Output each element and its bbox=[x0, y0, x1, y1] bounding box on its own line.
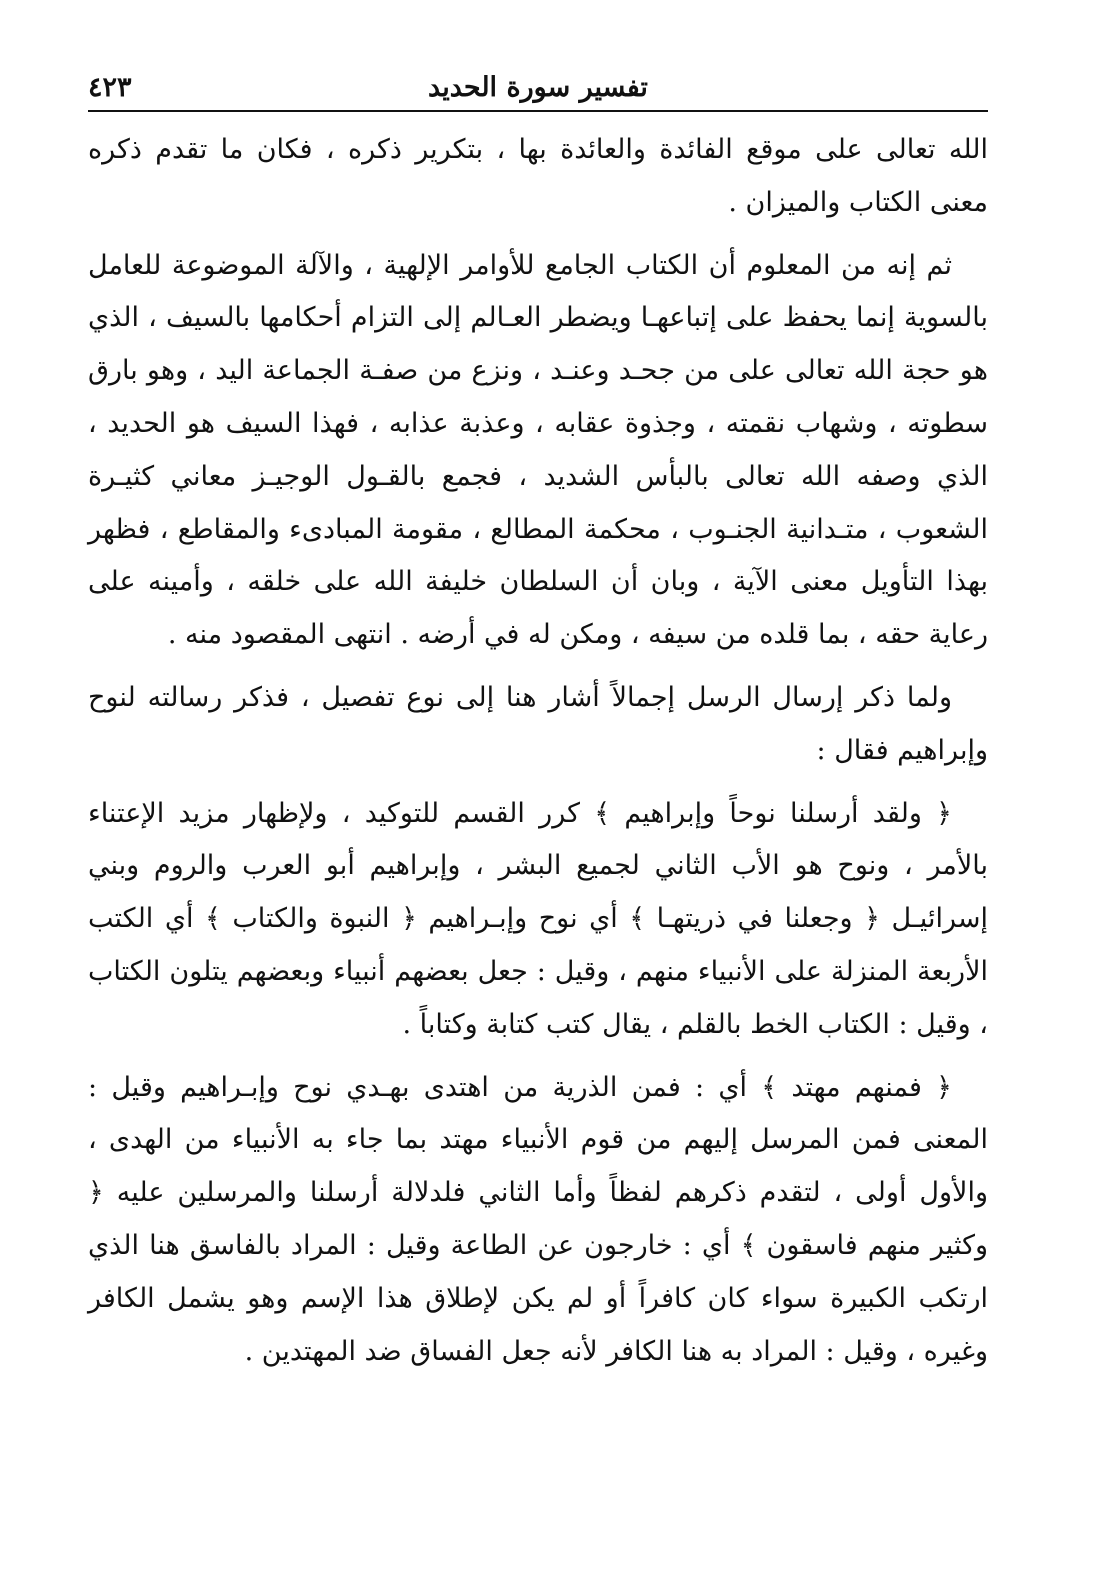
page-body bbox=[88, 124, 988, 1388]
page-header bbox=[88, 66, 988, 112]
page-number: ٤٢٣ bbox=[88, 72, 132, 103]
paragraph-continuation: الله تعالى على موقع الفائدة والعائدة بها ، بتكرير ذكره ، فكان ما تقدم ذكره معنى الكتاب والميزان . bbox=[88, 134, 988, 218]
paragraph-noah-abraham: ﴿ ولقد أرسلنا نوحاً وإبراهيم ﴾ كرر القسم للتوكيد ، ولإظهار مزيد الإعتناء بالأمر ، ونوح هو الأب الثاني لجميع البشر ، وإبراهيم أبو العرب والروم وبني إسرائيـل ﴿ وجعلنا في ذريتهـا ﴾ أي نوح وإبـراهيم ﴿ النبوة والكتاب ﴾ أي الكتب الأربعة المنزلة على الأنبياء منهم ، وقيل : جعل بعضهم أنبياء وبعضهم يتلون الكتاب ، وقيل : الكتاب الخط بالقلم ، يقال كتب كتابة وكتاباً . bbox=[88, 797, 988, 1040]
paragraph-guided: ﴿ فمنهم مهتد ﴾ أي : فمن الذرية من اهتدى بهـدي نوح وإبـراهيم وقيل : المعنى فمن المرسل إليهم من قوم الأنبياء مهتد بما جاء به الأنبياء من الهدى ، والأول أولى ، لتقدم ذكرهم لفظاً وأما الثاني فلدلالة أرسلنا والمرسلين عليه ﴿ وكثير منهم فاسقون ﴾ أي : خارجون عن الطاعة وقيل : المراد بالفاسق هنا الذي ارتكب الكبيرة سواء كان كافراً أو لم يكن لإطلاق هذا الإسم وهو يشمل الكافر وغيره ، وقيل : المراد به هنا الكافر لأنه جعل الفساق ضد المهتدين . bbox=[88, 1071, 988, 1367]
paragraph-sword-iron: ثم إنه من المعلوم أن الكتاب الجامع للأوامر الإلهية ، والآلة الموضوعة للعامل بالسوية إنما يحفظ على إتباعهـا ويضطر العـالم إلى التزام أحكامها بالسيف ، الذي هو حجة الله تعالى على من جحـد وعنـد ، ونزع من صفـة الجماعة اليد ، وهو بارق سطوته ، وشهاب نقمته ، وجذوة عقابه ، وعذبة عذابه ، فهذا السيف هو الحديد ، الذي وصفه الله تعالى بالبأس الشديد ، فجمع بالقـول الوجيـز معاني كثيـرة الشعوب ، متـدانية الجنـوب ، محكمة المطالع ، مقومة المبادىء والمقاطع ، فظهر بهذا التأويل معنى الآية ، وبان أن السلطان خليفة الله على خلقه ، وأمينه على رعاية حقه ، بما قلده من سيفه ، ومكن له في أرضه . انتهى المقصود منه . bbox=[88, 249, 988, 651]
running-title: تفسير سورة الحديد bbox=[428, 72, 648, 103]
paragraph-messengers: ولما ذكر إرسال الرسل إجمالاً أشار هنا إلى نوع تفصيل ، فذكر رسالته لنوح وإبراهيم فقال : bbox=[88, 681, 988, 766]
